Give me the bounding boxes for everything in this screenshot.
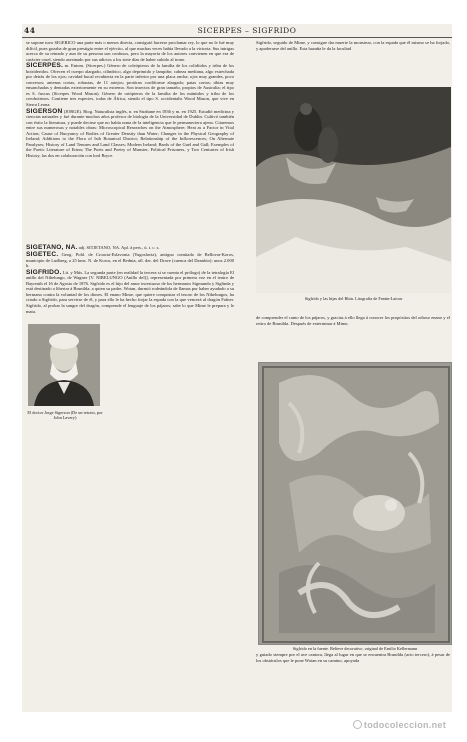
right-column-top [256, 40, 450, 84]
encyclopedia-page [22, 24, 452, 712]
entry-sicerpes [26, 63, 234, 107]
headword-sigetec: SIGETEC. [26, 251, 59, 259]
entry-sigfrido-text: Lit. y Mús. La segunda parte (en realidad la tercera si se cuenta el prólogo) de la tetralogía El anillo del Nibelungo, de Wagner [V. NIBELUNGO (Anillo del)], representada por primera vez en el teatro de Bayreuth el 16 de Agosto de 1876. Sigfrido es el hijo del amor incestuoso de los hermanos Sigmundo y Siglinda y está destinado a libertar á Brunilda, a quien su padre, Wotan, durmió rodeándola de llamas por haber ayudado a su hermano contra la voluntad de los dioses. El enano Mime, que quiere conquistar el tesoro de los Nibelungos, ha criado a Sigfrido, para servirse de él, y para ello le ha hecho forjar la espada con la que vencerá al dragón Fafner. Sigfrido, al probar la sangre del dragón, comprende el lenguaje de los pájaros; sabe lo que Mime le prepara y le mata. [26, 269, 234, 314]
right-column-middle [256, 315, 450, 359]
headword-sicerpes: SICERPES. [26, 62, 63, 70]
entry-sigerson [26, 109, 234, 159]
running-title: SICERPES – SIGFRIDO [197, 26, 297, 35]
headword-sigfrido: SIGFRIDO. [26, 268, 62, 276]
portrait-image-sigerson [28, 324, 100, 406]
entry-sigetec [26, 252, 234, 269]
lithograph-illustration [256, 87, 451, 293]
right-mid-text: de comprender el canto de los pájaros, y gracias á ello llega á conocer los propósitos del odioso enano y el retiro de Brunilda. Después de exterminar á Mime, [256, 315, 450, 326]
headword-sigerson: SIGERSON [26, 107, 63, 115]
right-bottom-text: y guiado siempre por el ave cantora, llega al lugar en que se encuentra Brunilda (acto tercero), á pesar de los obstáculos que le pone Wotan en su camino, apoyada [256, 652, 450, 663]
entry-sicerpes-text: m. Entom. (Sicerpes.) Género de coleópteros de la familia de los colidiidos y tribu de los botrideridos. Ofrecen el cuerpo alargado, cilíndrico, algo deprimido y lampiño; cabeza mediana, algo estrechada por detrás de los ojos; cavidad bucal recubierta en la parte inferior por una placa ancha; ojos muy grandes, poco convexos; antenas cortas, robustas, de 11 artejos; protórax cordiforme alargado; patas cortas; tibias muy ensanchadas y dentadas exteriormente en su extremo. Son insectos de gran tamaño, propios de Australia; el tipo es S. fuscus (Sicerpes Wood Mason). Género de ortópteros de la familia de los mántidos y tribu de los creobotrinos. Contiene tres especies, todas de África, siendo el tipo S. occidentalis Wood Mason, que vive en Sierra Leona. [26, 63, 234, 108]
entry-sigetec-text: Geog. Pobl. de Croacia-Eslavonia (Yugoslavia), antiguo comitado de Bellovar-Koros, municipio de Ludbreg, a 25 kms. N. de Koros, en el Bednia, afl. der. del Drave (cuenca del Danubio); unos 2.000 h. [26, 252, 234, 269]
watermark-logo-icon [353, 720, 362, 729]
portrait-illustration [28, 324, 100, 406]
page-footer [22, 718, 452, 740]
lithograph-caption: Sigfrido y las hijas del Rhin. Litografía de Fantin-Latour [304, 296, 403, 301]
right-top-text: Sigfrido, seguido de Mime, y consigue dar muerte la monstruo, con la espada que él mismo se ha forjado, y apoderarse del anillo. Esta hazaña le da la facultad [256, 40, 450, 51]
page-number: 44 [24, 26, 36, 35]
sigerico-continuation: se supone tuvo SIGERICO una parte más o menos directa, consiguió hacerse proclamar rey, lo que no le fué muy difícil, pues gozaba de gran prestigio entre el ejército, al que muchas veces había llevado a la victoria. Sus intrigas acerca de su reinado y aun de su persona son confusos, pero la mayoría de los autores convienen en que era de carácter cruel, siendo asesinado por sus adictos a los siete días de haber subido al trono. [26, 40, 234, 62]
relief-caption: Sigfrido en la fuente. Relieve decorativo, original de Emilio Kellermann [292, 646, 418, 651]
relief-image [258, 362, 452, 645]
portrait-gap [26, 159, 234, 245]
entry-sigerson-text: (JORGE). Biog. Naturalista inglés, n. en Strabane en 1836 y m. en 1925. Estudió medicina y ciencias naturales y fué durante muchos años profesor de biología de la Universidad de Dublin. Cultivó también con éxito la literatura, y puede decirse que no había rama de la inteligencia que le permaneciera ajeno. Citaremos entre sus numerosas y notables obras: Microscopical Researches on the Atmosphere; Heat as a Factor in Vital Action; Cause of Buoyancy of Bodies of Greater Density than Water; Changes in the Physical Geography of Ireland; Additions to the Flora of Isth Botanical District; Relationship of the Inflorescences; On Alternate Paralyses; History of Land Tenures and Land Classes; Modern Ireland; Bards of the Gael and Gall; Exemples of the Poetic Literature of Erinn; The Poets and Poetry of Munster, Political Prisoners, y Two Centuries of Irish History, las dos en colaboración con lord Bryce. [26, 108, 234, 158]
page-header [22, 24, 452, 38]
relief-illustration [259, 363, 452, 645]
portrait-caption: El doctor Jorge Sigerson (De un retrato, por John Lavery) [27, 410, 103, 420]
entry-sigfrido [26, 270, 234, 314]
entry-sigetano-text: adj. SITJETANO, NA. Apl. á pers., ú. t. c. s. [78, 245, 160, 251]
watermark-badge [353, 720, 446, 730]
right-column-bottom [256, 652, 450, 712]
headword-sigetano: SIGETANO, NA. [26, 244, 78, 252]
watermark-text: todocoleccion.net [363, 720, 446, 730]
lithograph-image [256, 87, 451, 293]
